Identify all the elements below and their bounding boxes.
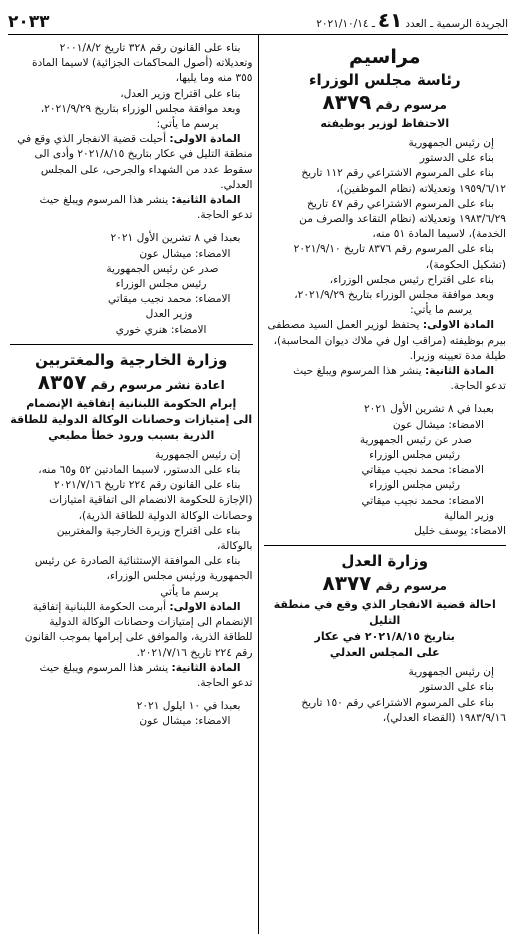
decree-prefix: اعادة نشر مرسوم رقم <box>90 377 225 392</box>
section-divider <box>264 545 507 546</box>
page-number: ٢٠٣٣ <box>8 12 50 32</box>
text-line: بناء على اقتراح وزيرة الخارجية والمغتربين <box>56 524 241 537</box>
decree-number-8377 <box>264 572 507 597</box>
text-line: وبعد موافقة مجلس الوزراء بتاريخ ٢٠٢١/٩/٢٩، <box>40 102 241 115</box>
decree-prefix: مرسوم رقم <box>375 579 447 594</box>
sign-line: صدر عن رئيس الجمهورية <box>106 262 219 275</box>
sign-line: الامضاء: محمد نجيب ميقاتي <box>107 293 231 306</box>
article-label: المادة الثانية: <box>425 365 494 378</box>
gazette-issue-info <box>316 8 508 32</box>
text-line: يرسم ما يأتي: <box>156 118 219 131</box>
text-line: بيرم بوظيفته (مراقب اول في ملاك ديوان المحاسبة)، <box>273 334 506 347</box>
column-divider <box>258 35 259 934</box>
text-line: إن رئيس الجمهورية <box>408 666 494 679</box>
sign-line: صدر عن رئيس الجمهورية <box>359 433 472 446</box>
decree-8357-body <box>10 448 253 730</box>
decree-subject-line: إبرام الحكومة اللبنانية إتفاقية الإنضمام <box>26 396 237 410</box>
decree-subject-line: الى إمتيازات وحصانات الوكالة الدولية للطاقة <box>10 412 253 426</box>
text-line: بناء على اقتراح رئيس مجلس الوزراء، <box>329 273 494 286</box>
decree-number-8379 <box>264 91 507 116</box>
sign-line: بعبدا في ١٠ ايلول ٢٠٢١ <box>136 700 241 713</box>
text-line: إن رئيس الجمهورية <box>155 448 241 461</box>
article-text: ينشر هذا المرسوم ويبلغ حيث <box>293 365 426 378</box>
text-line: ١٩٨٣/٦/٢٩ وتعديلاته (نظام التقاعد والصرف من <box>299 213 506 226</box>
text-line: ١٩٨٣/٩/١٦ (القضاء العدلي)، <box>382 711 506 724</box>
text-line: بناء على القانون رقم ٣٢٨ تاريخ ٢٠٠١/٨/٢ <box>59 42 241 54</box>
text-line: بناء على المرسوم رقم ٨٣٧٦ تاريخ ٢٠٢١/٩/١٠ <box>293 243 494 256</box>
section-title-pm: رئاسة مجلس الوزراء <box>308 71 461 89</box>
decree-subject-line: احالة قضية الانفجار الذي وقع في منطقة التليل <box>273 598 496 628</box>
gazette-name: الجريدة الرسمية ـ العدد <box>405 18 508 30</box>
left-column <box>8 35 257 934</box>
sign-line: بعبدا في ٨ تشرين الأول ٢٠٢١ <box>110 232 241 245</box>
sign-line: الامضاء: محمد نجيب ميقاتي <box>361 464 484 477</box>
article-2 <box>10 193 253 208</box>
decree-subject-line: على المجلس العدلي <box>329 646 440 660</box>
text-line: بناء على الموافقة الإستثنائية الصادرة عن رئيس <box>34 555 241 568</box>
text-line: رقم ٢٢٤ تاريخ ٢٠٢١/٧/١٦. <box>136 646 253 659</box>
text-line: بناء على القانون رقم ٢٢٤ تاريخ ٢٠٢١/٧/١٦ <box>53 479 241 492</box>
decree-num-value: ٨٣٧٧ <box>322 571 372 596</box>
article-text: أحيلت قضية الانفجار الذي وقع في <box>17 133 170 146</box>
text-line: ١٩٥٩/٦/١٢ وتعديلاته (نظام الموظفين)، <box>336 182 506 195</box>
article-label: المادة الثانية: <box>171 661 241 674</box>
article-label: المادة الاولى: <box>422 319 494 332</box>
article-label: المادة الاولى: <box>169 133 241 146</box>
sign-line: رئيس مجلس الوزراء <box>369 449 460 462</box>
decree-num-value: ٨٣٥٧ <box>37 369 87 394</box>
decree-prefix: مرسوم رقم <box>375 98 447 112</box>
text-line: منطقة التليل في عكار بتاريخ ٢٠٢١/٨/١٥ وأدى الى <box>34 148 253 161</box>
decree-number-8357 <box>10 371 253 396</box>
text-line: بناء على الدستور <box>419 152 494 165</box>
sign-line: وزير المالية <box>443 509 494 522</box>
decree-subject-line: الذرية بسبب ورود خطأ مطبعي <box>48 428 215 442</box>
text-line: ٣٥٥ منه وما يليها، <box>175 72 253 85</box>
decree-subject: الاحتفاظ لوزير بوظيفته <box>320 117 450 130</box>
decrees-heading: مراسيم <box>349 46 421 68</box>
text-line: بناء على المرسوم الاشتراعي رقم ١٥٠ تاريخ <box>301 696 494 709</box>
page-header <box>8 6 508 32</box>
sign-line: بعبدا في ٨ تشرين الأول ٢٠٢١ <box>363 403 494 416</box>
article-label: المادة الثانية: <box>171 194 241 207</box>
article-text: أبرمت الحكومة اللبنانية إتفاقية <box>32 600 170 613</box>
decree-8379-body <box>264 136 507 539</box>
article-text: ينشر هذا المرسوم ويبلغ حيث <box>39 194 172 207</box>
text-line: بناء على الدستور، لاسيما المادتين ٥٢ و٦٥ منه، <box>38 464 241 477</box>
two-column-body <box>8 35 508 934</box>
issue-number: ٤١ <box>377 8 403 32</box>
issue-date: ـ ٢٠٢١/١٠/١٤ <box>316 18 375 30</box>
decree-8377-body <box>264 665 507 726</box>
sign-line: وزير العدل <box>145 308 193 321</box>
text-line: بناء على اقتراح وزير العدل، <box>120 87 241 100</box>
text-line: طيلة مدة تعيينه وزيرا. <box>409 349 506 362</box>
text-line: وحصانات الوكالة الدولية للطاقة الذرية)، <box>78 509 253 522</box>
text-line: وبعد موافقة مجلس الوزراء بتاريخ ٢٠٢١/٩/٢٩، <box>294 289 494 302</box>
decree-subject-line: بتاريخ ٢٠٢١/٨/١٥ في عكار <box>314 630 455 644</box>
text-line: (الإجازة للحكومة الانضمام الى اتفاقية امتيازات <box>49 494 253 507</box>
section-divider <box>10 344 253 345</box>
decree-num-value: ٨٣٧٩ <box>322 90 372 114</box>
sign-line: الامضاء: ميشال عون <box>139 247 231 260</box>
article-text: يحتفظ لوزير العمل السيد مصطفى <box>267 319 423 332</box>
text-line: إن رئيس الجمهورية <box>408 137 494 149</box>
sign-line: الامضاء: محمد نجيب ميقاتي <box>361 494 484 507</box>
text-line: بناء على المرسوم الاشتراعي رقم ١١٢ تاريخ <box>301 167 494 180</box>
text-line: يرسم ما يأتي: <box>410 304 472 317</box>
text-line: وتعديلاته (أصول المحاكمات الجزائية) لاسيما المادة <box>32 57 253 70</box>
text-line: (تشكيل الحكومة)، <box>425 258 506 271</box>
sign-line: الامضاء: يوسف خليل <box>414 525 506 538</box>
text-line: تدعو الحاجة. <box>450 380 506 393</box>
text-line: سقوط عدد من الشهداء والجرحى، على المجلس <box>40 163 253 176</box>
section-title-justice: وزارة العدل <box>341 552 429 571</box>
sign-line: الامضاء: هنري خوري <box>115 323 207 336</box>
sign-line: رئيس مجلس الوزراء <box>369 479 460 492</box>
text-line: الإنضمام الى إمتيازات وحصانات الوكالة الدولية <box>49 616 253 629</box>
text-line: الجمهورية ورئيس مجلس الوزراء، <box>106 570 253 583</box>
text-line: العدلي. <box>220 178 253 191</box>
article-1 <box>10 132 253 147</box>
article-text: ينشر هذا المرسوم ويبلغ حيث <box>39 661 172 674</box>
text-line: بناء على المرسوم الاشتراعي رقم ٤٧ تاريخ <box>307 197 494 210</box>
sign-line: الامضاء: ميشال عون <box>139 715 231 728</box>
text-line: بناء على الدستور <box>419 681 494 694</box>
text-line: يرسم ما يأتي <box>160 585 219 598</box>
article-1 <box>10 600 253 615</box>
article-2 <box>264 364 507 379</box>
text-line: تدعو الحاجة. <box>196 676 253 689</box>
text-line: الخدمة)، لاسيما المادة ٥١ منه، <box>372 228 506 241</box>
right-column <box>260 35 509 934</box>
sign-line: رئيس مجلس الوزراء <box>115 278 207 291</box>
text-line: بالوكالة، <box>217 540 253 553</box>
article-1 <box>264 318 507 333</box>
sign-line: الامضاء: ميشال عون <box>392 418 484 431</box>
article-2 <box>10 661 253 676</box>
section-title-foreign: وزارة الخارجية والمغتربين <box>35 350 228 369</box>
decree-8377-continued <box>10 41 253 338</box>
article-label: المادة الاولى: <box>169 600 241 613</box>
text-line: تدعو الحاجة. <box>196 209 253 222</box>
text-line: للطاقة الذرية، والموافق على إبرامها بموجب القانون <box>24 631 253 644</box>
